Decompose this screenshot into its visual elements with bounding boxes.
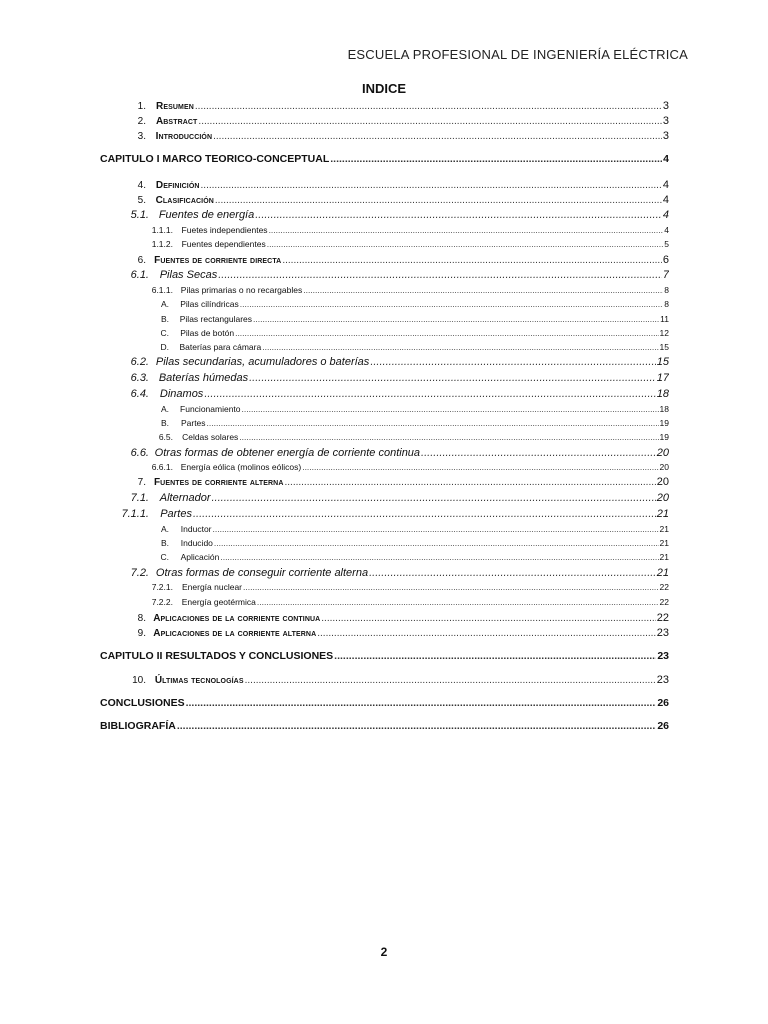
toc-entry-number: B. [160,418,169,428]
toc-entry-page: 26 [657,697,669,709]
toc-entry[interactable] [100,299,669,309]
toc-entry-page: 3 [662,130,669,142]
page-header: ESCUELA PROFESIONAL DE INGENIERÍA ELÉCTRICA [347,47,688,62]
toc-leader-dots [257,597,659,607]
toc-entry[interactable] [100,130,669,142]
toc-leader-dots [193,508,656,520]
toc-entry[interactable] [100,524,669,534]
toc-entry-label: Baterías para cámara [179,342,262,352]
toc-entry-label: Abstract [155,116,198,127]
toc-entry-label: Aplicaciones de la corriente continua [153,613,321,624]
toc-entry-label: Resumen [156,101,194,112]
toc-entry-page: 21 [656,567,669,579]
toc-entry-page: 11 [660,314,669,324]
toc-leader-dots [369,567,656,579]
toc-entry[interactable] [100,194,669,206]
toc-entry-label: Fuentes de energía [158,209,255,221]
toc-entry-label: Otras formas de obtener energía de corriente continua [154,447,421,459]
toc-entry[interactable] [100,597,669,607]
toc-entry-page: 17 [656,372,669,384]
toc-leader-dots [214,538,659,548]
toc-entry-label: Celdas solares [182,432,239,442]
toc-entry-page: 4 [662,179,669,191]
toc-leader-dots [262,342,658,352]
toc-entry-number: 7.1.1. [121,508,149,520]
toc-entry-label: Partes [180,418,206,428]
toc-entry-page: 8 [664,285,669,295]
toc-entry[interactable] [100,582,669,592]
toc-leader-dots [215,195,662,206]
toc-entry[interactable] [100,492,669,504]
toc-entry-page: 12 [659,328,669,338]
toc-entry-page: 3 [662,100,669,112]
toc-entry[interactable] [100,254,669,266]
toc-entry-label: Inductor [180,524,212,534]
toc-entry-number: 6.6. [130,447,149,459]
toc-entry-page: 22 [656,612,669,624]
toc-entry-label: Pilas de botón [180,328,235,338]
toc-leader-dots [321,613,655,624]
toc-entry-number: 1.1.1. [151,225,173,235]
toc-entry-label: Partes [160,508,192,520]
toc-entry-page: 15 [659,342,669,352]
toc-entry[interactable] [100,239,669,249]
toc-entry[interactable] [100,388,669,400]
toc-leader-dots [282,255,662,266]
toc-entry-number: 4. [137,180,146,191]
toc-entry-number: 5.1. [130,209,149,221]
toc-entry-page: 23 [657,650,669,662]
toc-entry-label: Últimas tecnologías [154,675,244,686]
toc-entry-page: 21 [659,538,669,548]
toc-entry-label: CONCLUSIONES [100,697,185,709]
toc-entry-number: 1. [137,101,146,112]
toc-entry-page: 19 [659,432,669,442]
toc-entry[interactable] [100,432,669,442]
page-number: 2 [380,945,388,959]
toc-leader-dots [253,314,659,324]
toc-entry[interactable] [100,328,669,338]
toc-leader-dots [218,269,662,281]
toc-entry[interactable] [100,225,669,235]
toc-entry-number: B. [160,538,169,548]
toc-leader-dots [207,418,659,428]
toc-entry-page: 4 [664,225,669,235]
toc-entry-label: Pilas Secas [159,269,218,281]
toc-entry-label: Definición [155,180,200,191]
toc-leader-dots [255,209,662,221]
toc-entry-number: C. [160,552,169,562]
toc-entry-number: B. [160,314,169,324]
toc-entry-label: Pilas rectangulares [179,314,253,324]
toc-leader-dots [195,101,662,112]
toc-entry-number: 6.5. [158,432,173,442]
toc-entry-page: 18 [659,404,669,414]
toc-leader-dots [243,582,659,592]
toc-entry[interactable] [100,153,669,165]
toc-entry-label: CAPITULO II RESULTADOS Y CONCLUSIONES [100,650,334,662]
toc-leader-dots [212,492,656,504]
toc-entry-number: 6.4. [130,388,149,400]
toc-entry-label: Baterías húmedas [158,372,249,384]
toc-leader-dots [186,697,657,709]
toc-entry[interactable] [100,627,669,639]
toc-entry[interactable] [100,650,669,662]
toc-leader-dots [213,524,659,534]
toc-entry-number: 5. [137,195,146,206]
toc-entry-page: 20 [656,447,669,459]
toc-entry-number: 6.1.1. [151,285,173,295]
toc-entry[interactable] [100,404,669,414]
toc-leader-dots [239,432,658,442]
toc-entry-page: 7 [662,269,669,281]
toc-leader-dots [303,285,663,295]
toc-entry-page: 20 [656,492,669,504]
toc-entry[interactable] [100,356,669,368]
toc-entry-number: 6.3. [130,372,149,384]
toc-entry[interactable] [100,612,669,624]
toc-leader-dots [249,372,656,384]
toc-entry-label: Inducido [180,538,213,548]
toc-entry-page: 4 [662,209,669,221]
toc-leader-dots [242,404,659,414]
toc-leader-dots [235,328,658,338]
toc-entry-number: D. [160,342,169,352]
toc-entry-number: A. [160,299,169,309]
toc-entry-number: 3. [137,131,146,142]
toc-entry-number: 7.2.1. [151,582,173,592]
toc-entry-label: Aplicación [180,552,220,562]
toc-entry-page: 20 [659,462,669,472]
toc-entry-number: 7.2. [130,567,149,579]
toc-entry[interactable] [100,115,669,127]
toc-entry[interactable] [100,720,669,732]
toc-entry-label: CAPITULO I MARCO TEORICO-CONCEPTUAL [100,153,330,165]
toc-title: INDICE [361,81,407,96]
toc-entry-number: 8. [137,613,146,624]
toc-leader-dots [177,720,656,732]
toc-entry-label: Energía nuclear [182,582,243,592]
toc-leader-dots [317,628,656,639]
toc-entry-number: 6. [137,255,146,266]
toc-entry-number: 7.2.2. [151,597,173,607]
toc-entry-label: Energía eólica (molinos eólicos) [180,462,302,472]
toc-entry[interactable] [100,418,669,428]
toc-leader-dots [421,447,656,459]
toc-entry[interactable] [100,552,669,562]
toc-leader-dots [245,675,656,686]
toc-leader-dots [370,356,655,368]
toc-entry[interactable] [100,209,669,221]
toc-leader-dots [201,180,662,191]
toc-entry[interactable] [100,508,669,520]
toc-entry[interactable] [100,285,669,295]
toc-entry-number: 2. [137,116,146,127]
toc-entry-label: Introducción [155,131,213,142]
toc-entry[interactable] [100,372,669,384]
toc-leader-dots [284,477,655,488]
toc-entry-number: 6.6.1. [151,462,173,472]
toc-entry-page: 8 [664,299,669,309]
toc-entry-page: 23 [656,674,669,686]
toc-entry-label: Otras formas de conseguir corriente alterna [155,567,369,579]
toc-leader-dots [240,299,663,309]
toc-entry[interactable] [100,179,669,191]
toc-leader-dots [213,131,662,142]
toc-entry-number: A. [160,404,169,414]
toc-entry-page: 4 [663,153,669,165]
toc-entry-page: 3 [662,115,669,127]
toc-entry-label: Fuetes independientes [181,225,268,235]
toc-entry-page: 4 [662,194,669,206]
toc-entry-page: 22 [659,582,669,592]
toc-entry-page: 21 [659,524,669,534]
toc-entry-number: C. [160,328,169,338]
toc-entry[interactable] [100,674,669,686]
toc-leader-dots [220,552,658,562]
toc-entry-number: 1.1.2. [151,239,173,249]
toc-leader-dots [269,225,664,235]
toc-entry-label: Aplicaciones de la corriente alterna [153,628,317,639]
toc-entry[interactable] [100,342,669,352]
toc-entry[interactable] [100,697,669,709]
toc-entry-label: Fuentes de corriente alterna [153,477,284,488]
toc-entry-page: 19 [659,418,669,428]
toc-entry-label: Clasificación [155,195,214,206]
toc-entry-page: 22 [659,597,669,607]
toc-entry-number: 9. [137,628,146,639]
toc-entry-number: 6.1. [130,269,149,281]
toc-entry-label: Energía geotérmica [181,597,256,607]
toc-entry-label: Pilas secundarias, acumuladores o baterías [155,356,370,368]
toc-leader-dots [267,239,664,249]
toc-entry-page: 26 [657,720,669,732]
toc-entry-page: 15 [656,356,669,368]
toc-entry-page: 21 [659,552,669,562]
toc-leader-dots [204,388,655,400]
toc-entry-label: BIBLIOGRAFÍA [100,720,176,732]
toc-entry-number: 6.2. [130,356,149,368]
toc-entry[interactable] [100,476,669,488]
toc-entry[interactable] [100,447,669,459]
toc-leader-dots [302,462,658,472]
toc-entry-label: Alternador [159,492,211,504]
toc-leader-dots [334,650,656,662]
toc-entry-page: 23 [656,627,669,639]
toc-entry[interactable] [100,100,669,112]
toc-entry[interactable] [100,269,669,281]
toc-entry-page: 6 [662,254,669,266]
toc-entry[interactable] [100,538,669,548]
toc-entry-page: 5 [664,239,669,249]
toc-entry-label: Dinamos [159,388,204,400]
toc-entry-page: 21 [656,508,669,520]
toc-entry-label: Funcionamiento [180,404,241,414]
toc-entry-number: A. [160,524,169,534]
toc-entry-page: 20 [656,476,669,488]
toc-entry-label: Fuentes de corriente directa [154,255,282,266]
toc-leader-dots [330,153,662,165]
toc-entry-number: 7. [137,477,146,488]
toc-entry-label: Pilas cilíndricas [180,299,239,309]
toc-entry-label: Pilas primarias o no recargables [180,285,303,295]
toc-leader-dots [198,116,661,127]
toc-entry-label: Fuentes dependientes [181,239,266,249]
toc-entry-page: 18 [656,388,669,400]
toc-entry[interactable] [100,314,669,324]
toc-entry-number: 10. [132,675,146,686]
toc-entry-number: 7.1. [130,492,149,504]
toc-entry[interactable] [100,567,669,579]
toc-entry[interactable] [100,462,669,472]
